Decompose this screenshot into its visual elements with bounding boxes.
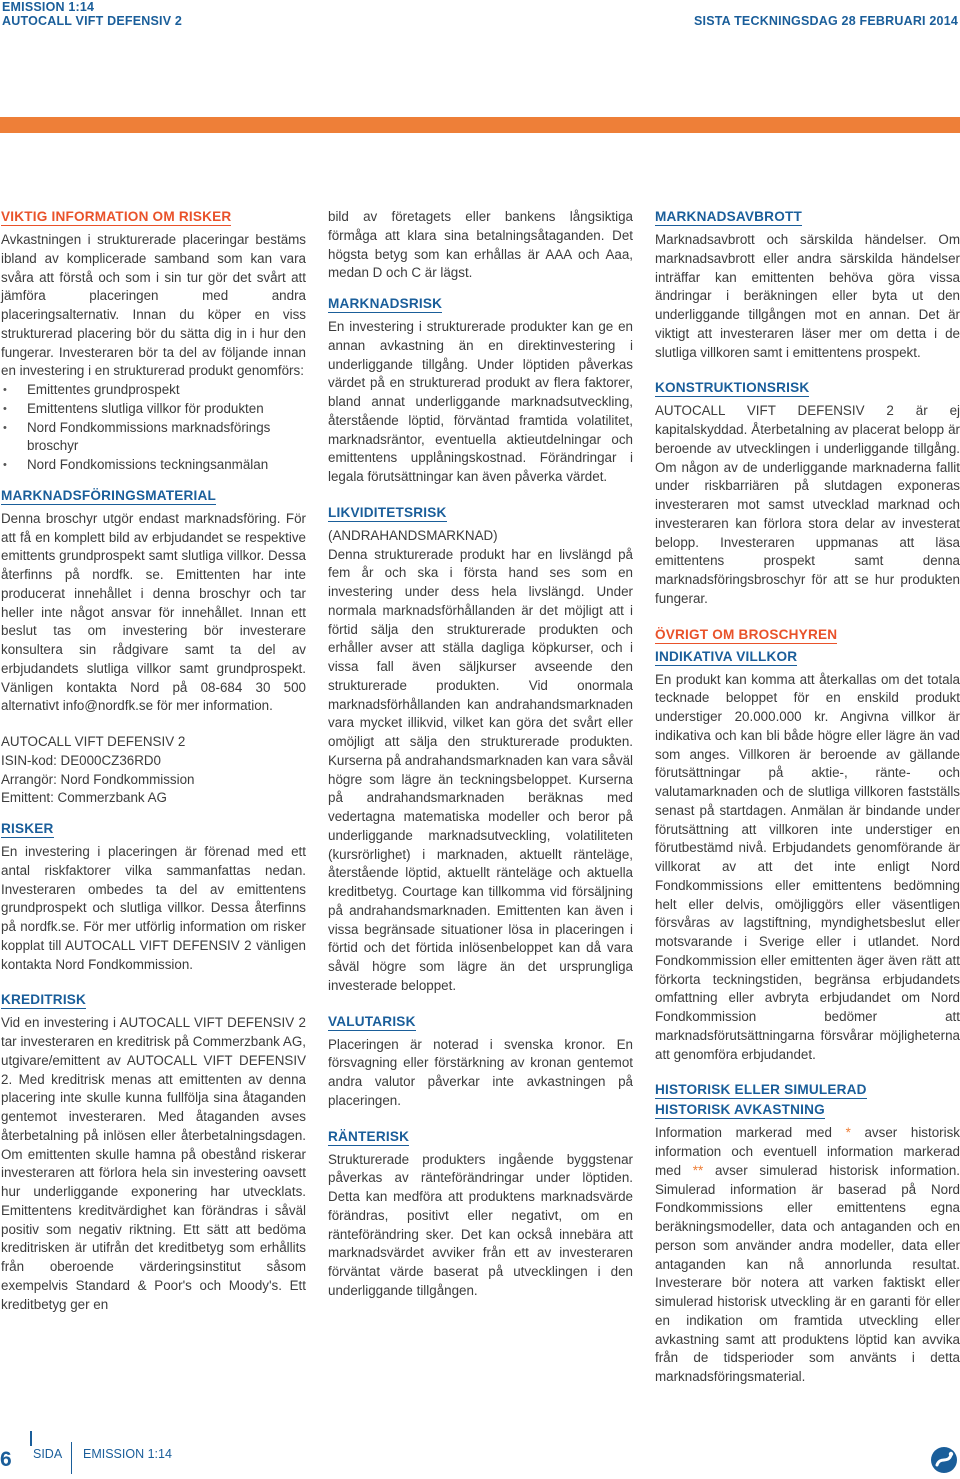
- heading-ovrigt-om-broschyren: ÖVRIGT OM BROSCHYREN: [655, 626, 838, 642]
- list-item: • Nord Fondkomissions teckningsanmälan: [1, 456, 306, 475]
- column-left: [1, 208, 306, 1314]
- footer-divider: [71, 1442, 72, 1474]
- marknadsavbrott-text: Marknadsavbrott och särskilda händelser. Om marknadsavbrott eller andra särskilda händelser inträffar kan emittenten behöva göra vissa ändringar i beräkningen eller byta ut den underliggande tillgången mot en annan. Det är viktigt att investeraren läser mer om detta i de slutliga villkoren samt i emittentens prospekt.: [655, 232, 960, 360]
- heading-historisk-eller-simulerad: HISTORISK ELLER SIMULERAD: [655, 1082, 867, 1098]
- heading-valutarisk: VALUTARISK: [328, 1013, 416, 1029]
- list-item: • Nord Fondkommissions marknadsförings broschyr: [1, 419, 306, 457]
- heading-historisk-avkastning: HISTORISK AVKASTNING: [655, 1102, 825, 1118]
- page-header: [0, 0, 960, 40]
- historisk-text-part: avser simulerad historisk information. Simulerad information är baserad på Nord Fondkommissions eller emittentens egna beräkningsmodeller, data och antaganden och en person som använder andra modeller, data eller antaganden kan nå annorlunda resultat. Investerare bör notera att varken faktiskt eller simulerad historisk utveckling är en garanti för eller en indikation om framtida utveckling eller avkastning samt att produktens löptid kan avvika från de tidsperioder som använts i detta marknadsföringsmaterial.: [655, 1162, 960, 1384]
- konstruktionsrisk-text: AUTOCALL VIFT DEFENSIV 2 är ej kapitalskyddad. Återbetalning av placerat belopp är beroende av utvecklingen i underliggande tillgång. Om någon av de underliggande marknaderna fallit under riskbarriären på slutdagen exponeras investeraren mot samst utvecklad marknad och investeraren kan förlora stora delar av investerat belopp. Investeraren uppmanas att läsa emittentens prospekt samt denna marknadsföringsbroschyr för att se hur produkten fungerar.: [655, 403, 960, 606]
- product-name: AUTOCALL VIFT DEFENSIV 2: [1, 734, 186, 749]
- isin-code: ISIN-kod: DE000CZ36RD0: [1, 752, 162, 768]
- footer-emission-label: EMISSION 1:14: [83, 1447, 172, 1461]
- document-list: [1, 381, 306, 475]
- arranger: Arrangör: Nord Fondkommission: [1, 771, 195, 787]
- side-label: SIDA: [33, 1447, 63, 1461]
- list-item: • Emittentens slutliga villkor för produkten: [1, 400, 306, 419]
- page-footer: [0, 1430, 960, 1479]
- column-right: [655, 208, 960, 1387]
- kreditrisk-text: Vid en investering i AUTOCALL VIFT DEFENSIV 2 tar investeraren en kreditrisk på Commerzbank AG, utgivare/emittent av AUTOCALL VIFT DEFENSIV 2. Med kreditrisk menas att emittenten av denna placering inte skulle kunna fullfölja sina åtaganden gentemot investeraren. Med åtaganden avses återbetalning på inlösen eller återbetalningsdagen. Om emittenten skulle hamna på obestånd riskerar investeraren att förlora hela sin investering oavsett hur underliggande exponering har utvecklats. Emittentens kreditvärdighet kan förändras i såväl positiv som negativ riktning. Ett sätt att bedöma kreditrisken är utifrån det kreditbetyg som erhållits från oberoende värderingsinstitut såsom exempelvis Standard & Poor's och Moody's. Ett kreditbetyg ger en: [1, 1015, 306, 1312]
- likviditetsrisk-text: Denna strukturerade produkt har en livslängd på fem år och ska i första hand ses som en investering under dess hela livslängd. Under normala marknadsförhållanden är det möjligt att i förtid sälja den strukturerade produkten och erhåller avser att ställa dagliga köpkurser, och i vissa fall även säljkurser avseende den strukturerade produkten. Vid onormala marknadsförhållanden kan andrahandsmarknaden vara mycket illikvid, vilket kan göra det svårt eller omöjligt att sälja den strukturerade produkten. Kurserna på andrahandsmarknaden kan vara såväl högre som lägre än teckningsbeloppet. Kurserna på andrahandsmarknaden beräknas med vedertagna matematiska modeller och beror på underliggande marknadsutveckling, volatiliteten (kursrörlighet) i marknaden, aktuellt ränteläge, återstående löptid, aktuellt ränteläge och aktuella kreditbetyg. Courtage kan tillkomma vid försäljning på andrahandsmarknaden. Emittenten kan även i vissa begränsade situationer lösa in placeringen i förtid och det förtida inlösenbeloppet kan då vara såväl högre som lägre än det ursprungliga investerade beloppet.: [328, 546, 633, 993]
- emission-label: EMISSION 1:14: [2, 0, 95, 14]
- indikativa-villkor-text: En produkt kan komma att återkallas om det totala tecknade beloppet för en enskild produkt understiger 20.000.000 kr. Angivna villkor är indikativa och kan bli både högre eller lägre än vad som anges. Villkoren är beroende av gällande förutsättningar på aktie-, ränte- och valutamarknaden och de slutliga villkoren fastställs senast på startdagen. Anmälan är bindande under förutsättning att villkoren inte understiger en förutbestämd nivå. Erbjudandets genomförande är villkorat av att det inte enligt Nord Fondkommissions eller emittentens bedömning helt eller delvis, omöjliggörs eller väsentligen försvåras av lagstiftning, myndighetsbeslut eller motsvarande i Sverige eller i utlandet. Nord Fondkommission eller emittenten äger även rätt att förkorta teckningstiden, begränsa erbjudandets omfattning eller avbryta erbjudandet om Nord Fondkommission bedömer att marknadsförutsättningarna försvårar möjligheterna att genomföra erbjudandet.: [655, 671, 960, 1062]
- heading-marknadsrisk: MARKNADSRISK: [328, 296, 443, 311]
- product-title: AUTOCALL VIFT DEFENSIV 2: [2, 14, 183, 28]
- kreditrisk-continued-text: bild av företagets eller bankens långsiktiga förmåga att klara sina betalningsåtaganden. Det högsta betyg som kan erhållas är AAA och Aaa, medan D och C är lägst.: [328, 209, 633, 281]
- risker-text: En investering i placeringen är förenad med ett antal riskfaktorer vilka sammanfattas nedan. Investeraren ombedes ta del av emittentens grundprospekt och slutliga villkor. Dessa återfinns på nordfk.se. För mer utförlig information om risker kopplat till AUTOCALL VIFT DEFENSIV 2 vänligen kontakta Nord Fondkommission.: [1, 844, 306, 972]
- single-star-marker: *: [845, 1125, 851, 1141]
- heading-konstruktionsrisk: KONSTRUKTIONSRISK: [655, 380, 810, 396]
- marknadsrisk-text: En investering i strukturerade produkter kan ge en annan avkastning än en direktinvestering i underliggande tillgång. Under löptiden påverkas värdet på en strukturerad produkt av flera faktorer, bland annat underliggande marknadsutveckling, återstående löptid, förväntad framtida volatilitet, marknadsräntor, eventuella aktieutdelningar och emittentens upplåningskostnad. Förändringar i legala förutsättningar kan även påverka värdet.: [328, 319, 633, 484]
- heading-viktig-information: VIKTIG INFORMATION OM RISKER: [1, 209, 232, 224]
- marknadsforingsmaterial-text: Denna broschyr utgör endast marknadsföring. För att få en komplett bild av erbjudandet se respektive emittents grundprospekt samt slutliga villkor. Dessa återfinns på nordfk. se. Emittenten har inte producerat innehållet i denna broschyr och tar heller inte något ansvar för innehållet. Innan ett beslut tas om investering bör investerare konsultera sin rådgivare samt ta del av erbjudandets slutliga villkor samt grundprospekt. Vänligen kontakta Nord på 08-684 30 500 alternativt info@nordfk.se för mer information.: [1, 510, 306, 714]
- likviditetsrisk-subheading: (ANDRAHANDSMARKNAD): [328, 527, 498, 543]
- last-subscription-date: SISTA TECKNINGSDAG 28 FEBRUARI 2014: [694, 14, 958, 28]
- column-middle: [328, 208, 633, 1301]
- historisk-text-part: avser historisk information och eventuell information markerad med: [655, 1125, 960, 1178]
- issuer: Emittent: Commerzbank AG: [1, 790, 167, 806]
- header-divider-bar: [0, 117, 960, 133]
- heading-risker: RISKER: [1, 821, 54, 836]
- ranterisk-text: Strukturerade produkters ingående byggstenar påverkas av ränteförändringar under löptiden. Detta kan medföra att produktens marknadsvärde förändras, positivt eller negativt, om en ränteförändring sker. Det kan också innebära att marknadsvärdet avviker från ett av investeraren förväntat värde baserat på utvecklingen i den underliggande tillgången.: [328, 1151, 633, 1298]
- page-number: 6: [0, 1448, 12, 1471]
- historisk-avkastning-text: [655, 1124, 960, 1387]
- double-star-marker: **: [692, 1162, 704, 1178]
- heading-ranterisk: RÄNTERISK: [328, 1128, 410, 1144]
- heading-marknadsforingsmaterial: MARKNADSFÖRINGSMATERIAL: [1, 487, 217, 503]
- viktig-information-text: Avkastningen i strukturerade placeringar bestäms ibland av komplicerade samband som kan vara svåra att förstå och som i sin tur gör det svårt att jämföra placeringen med andra placeringsalternativ. Innan du köper en viss strukturerad placering bör du sätta dig in i hur den fungerar. Investeraren bör ta del av följande innan en investering i en strukturerad produkt genomförs:: [1, 232, 306, 379]
- heading-likviditetsrisk: LIKVIDITETSRISK: [328, 504, 447, 520]
- heading-marknadsavbrott: MARKNADSAVBROTT: [655, 209, 802, 224]
- footer-accent-bar: [30, 1431, 32, 1446]
- historisk-text-part: Information markerad med: [655, 1125, 832, 1141]
- heading-kreditrisk: KREDITRISK: [1, 992, 87, 1008]
- nord-logo-icon: [930, 1446, 958, 1474]
- valutarisk-text: Placeringen är noterad i svenska kronor. En försvagning eller förstärkning av kronan gentemot andra valutor påverkar inte avkastningen på placeringen.: [328, 1036, 633, 1108]
- heading-indikativa-villkor: INDIKATIVA VILLKOR: [655, 648, 798, 664]
- list-item: • Emittentes grundprospekt: [1, 381, 306, 400]
